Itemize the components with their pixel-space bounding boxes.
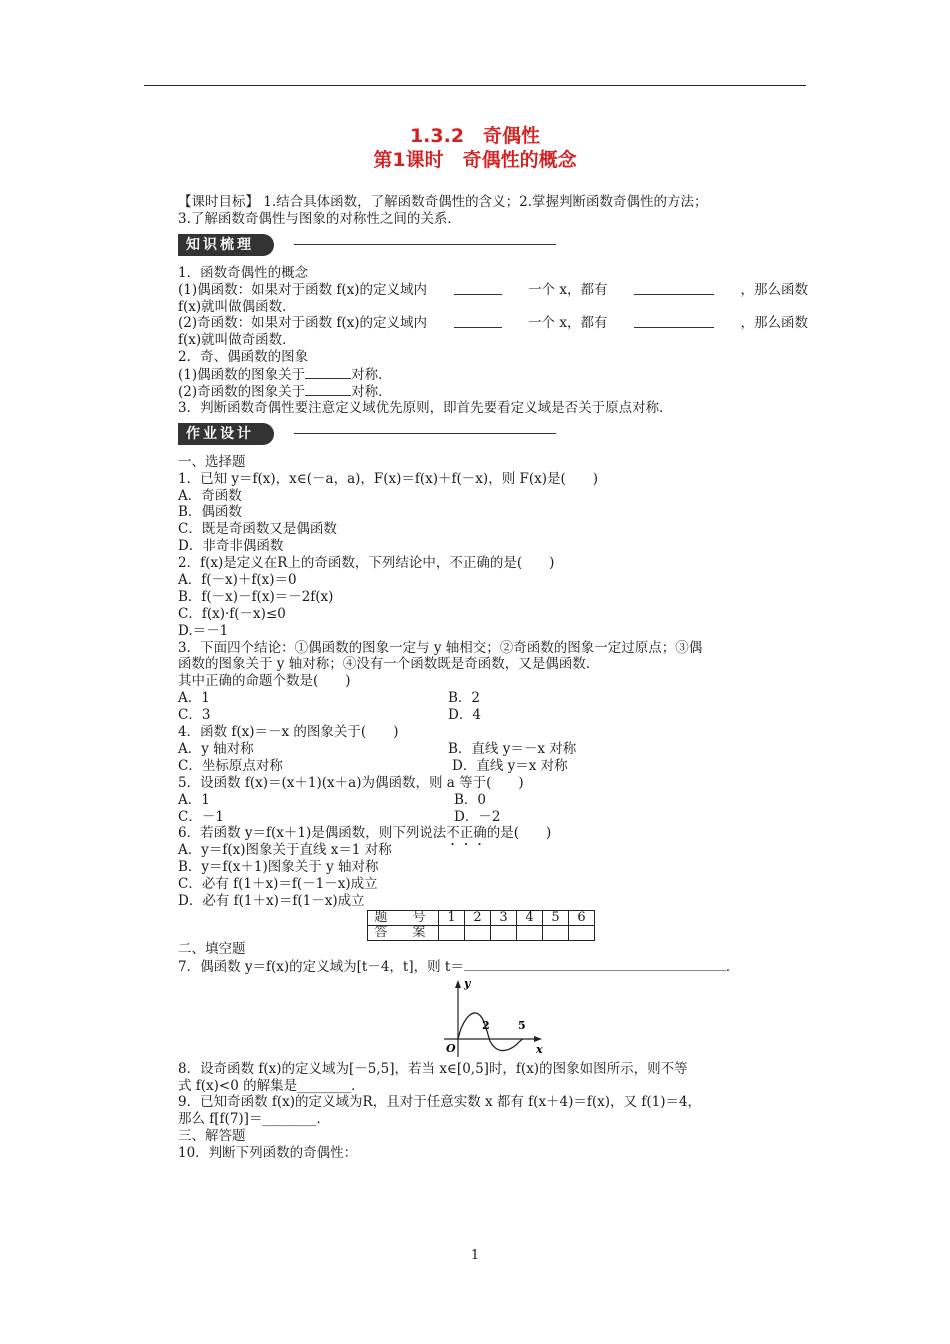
tick-label-5: 5: [518, 1018, 526, 1032]
question-stem: [178, 958, 808, 975]
even-def-part-3: ，那么函数: [740, 281, 808, 298]
question-stem: 那么 f[f(7)]＝________．: [178, 1111, 330, 1128]
knowledge-line: [178, 366, 808, 383]
even-def-part-2: 一个 x，都有: [528, 281, 608, 298]
option: C．－1: [178, 808, 224, 825]
option: D．必有 f(1＋x)＝f(1－x)成立: [178, 892, 365, 909]
answer-table-header-row: [368, 910, 595, 925]
page-number: 1: [470, 1248, 480, 1263]
page-subtitle: 第1课时 奇偶性的概念: [373, 149, 577, 171]
option: A．1: [178, 791, 210, 808]
answer-blank[interactable]: [305, 366, 351, 379]
question-number-cell: 1: [439, 910, 465, 925]
section-label: 知识梳理: [178, 234, 274, 256]
q6-stem-end: 的是( ): [486, 825, 552, 842]
answer-table-label: 题 号: [368, 910, 439, 925]
option-row: [178, 741, 808, 758]
option: C．坐标原点对称: [178, 757, 283, 774]
knowledge-line: [178, 383, 808, 400]
answer-cell[interactable]: [543, 925, 569, 940]
option: D．4: [448, 707, 481, 724]
option: D．非奇非偶函数: [178, 538, 284, 555]
answer-blank[interactable]: [634, 315, 714, 328]
question-stem: 2．f(x)是定义在R上的奇函数，下列结论中，不正确的是( ): [178, 555, 555, 572]
bullet-dot-icon: [280, 240, 289, 249]
objectives-line-1: 【课时目标】 1.结合具体函数，了解函数奇偶性的含义；2.掌握判断函数奇偶性的方法；: [178, 194, 708, 210]
option-row: [178, 690, 808, 707]
function-curve: [458, 1013, 523, 1051]
odd-graph-text-end: 对称．: [351, 384, 392, 401]
option: A．奇函数: [178, 487, 242, 504]
question-number-cell: 3: [491, 910, 517, 925]
option-row: [178, 809, 808, 826]
even-graph-text-end: 对称．: [351, 367, 392, 384]
header-rule: [144, 85, 806, 86]
option-row: [178, 792, 808, 809]
answer-cell[interactable]: [491, 925, 517, 940]
answer-cell[interactable]: [517, 925, 543, 940]
y-axis-arrow-icon: [455, 980, 461, 988]
question-stem: 4．函数 f(x)＝－x 的图象关于( ): [178, 724, 399, 741]
option: C．必有 f(1＋x)＝f(－1－x)成立: [178, 876, 378, 893]
answer-cell[interactable]: [569, 925, 595, 940]
q7-text: 7．偶函数 y＝f(x)的定义域为[t－4，t]，则 t＝: [178, 958, 464, 975]
x-axis-arrow-icon: [534, 1036, 542, 1042]
answer-blank[interactable]: [305, 383, 351, 396]
function-graph-figure: [178, 977, 808, 1059]
option: D.＝－1: [178, 622, 229, 639]
question-stem: 5．设函数 f(x)＝(x＋1)(x＋a)为偶函数，则 a 等于( ): [178, 774, 524, 791]
question-stem: 8．设奇函数 f(x)的定义域为[－5,5]，若当 x∈[0,5]时，f(x)的图象如图所示，则不等: [178, 1060, 688, 1077]
knowledge-line: f(x)就叫做偶函数．: [178, 298, 296, 315]
question-stem: 10．判断下列函数的奇偶性：: [178, 1145, 358, 1162]
section-header-homework: [178, 423, 808, 445]
origin-label: O: [446, 1041, 456, 1055]
knowledge-line: 3．判断函数奇偶性要注意定义域优先原则，即首先要看定义域是否关于原点对称．: [178, 399, 673, 416]
question-stem: 1．已知 y＝f(x)，x∈(－a，a)，F(x)＝f(x)＋f(－x)，则 F(x)是( ): [178, 470, 599, 487]
x-axis-label: x: [536, 1042, 543, 1056]
even-def-part-1: (1)偶函数：如果对于函数 f(x)的定义域内: [178, 281, 428, 298]
option: A．f(－x)＋f(x)＝0: [178, 572, 297, 589]
question-number-cell: 5: [543, 910, 569, 925]
question-number-cell: 6: [569, 910, 595, 925]
option: B．2: [448, 690, 481, 707]
question-stem: 式 f(x)<0 的解集是________．: [178, 1077, 365, 1094]
question-number-cell: 4: [517, 910, 543, 925]
option: C．既是奇函数又是偶函数: [178, 521, 337, 538]
y-axis-label: y: [464, 976, 471, 990]
q6-emphasis: 不正确: [446, 825, 487, 842]
knowledge-line: [178, 315, 808, 332]
knowledge-line: 1．函数奇偶性的概念: [178, 264, 309, 281]
q6-stem-start: 6．若函数 y＝f(x＋1)是偶函数，则下列说法: [178, 825, 447, 842]
question-stem: 9．已知奇函数 f(x)的定义域为R，且对于任意实数 x 都有 f(x＋4)＝f(x)，又 f(1)＝4，: [178, 1094, 702, 1111]
question-stem: 其中正确的命题个数是( ): [178, 673, 351, 690]
even-graph-text: (1)偶函数的图象关于: [178, 367, 306, 384]
answer-cell[interactable]: [465, 925, 491, 940]
answer-blank[interactable]: [634, 282, 714, 295]
option: B．f(－x)－f(x)＝－2f(x): [178, 588, 334, 605]
section-rule: [294, 433, 556, 434]
option-row: [178, 707, 808, 724]
option: C．f(x)·f(－x)≤0: [178, 605, 286, 622]
option: B．直线 y＝－x 对称: [448, 740, 577, 757]
answer-blank[interactable]: [454, 315, 502, 328]
option: A．y＝f(x)图象关于直线 x＝1 对称: [178, 842, 392, 859]
answer-blank[interactable]: [454, 282, 502, 295]
option: B．偶函数: [178, 504, 242, 521]
section-label: 作业设计: [178, 423, 274, 445]
knowledge-line: [178, 282, 808, 299]
tick-label-2: 2: [482, 1018, 490, 1032]
function-graph: [440, 977, 550, 1059]
option: D．－2: [454, 808, 501, 825]
odd-def-part-2: 一个 x，都有: [528, 315, 608, 332]
question-stem: [178, 825, 808, 842]
section-rule: [294, 244, 556, 245]
answer-blank[interactable]: [464, 958, 726, 971]
part-heading: 三、解答题: [178, 1128, 246, 1145]
option: D．直线 y＝x 对称: [452, 757, 568, 774]
part-heading: 二、填空题: [178, 940, 246, 957]
part-heading: 一、选择题: [178, 453, 246, 470]
page-title: 1.3.2 奇偶性: [409, 125, 541, 147]
option: A．1: [178, 690, 210, 707]
option: B．0: [454, 791, 487, 808]
q7-end: ．: [725, 958, 740, 975]
question-stem: 3．下面四个结论：①偶函数的图象一定与 y 轴相交；②奇函数的图象一定过原点；③偶: [178, 639, 703, 656]
knowledge-line: 2．奇、偶函数的图象: [178, 349, 309, 366]
odd-graph-text: (2)奇函数的图象关于: [178, 384, 306, 401]
question-number-cell: 2: [465, 910, 491, 925]
answer-cell[interactable]: [439, 925, 465, 940]
bullet-dot-icon: [280, 429, 289, 438]
answer-table: [367, 910, 595, 941]
document-body: [178, 194, 808, 1162]
knowledge-line: f(x)就叫做奇函数．: [178, 332, 296, 349]
question-stem: 函数的图象关于 y 轴对称；④没有一个函数既是奇函数，又是偶函数．: [178, 656, 600, 673]
odd-def-part-1: (2)奇函数：如果对于函数 f(x)的定义域内: [178, 315, 428, 332]
option: A．y 轴对称: [178, 740, 254, 757]
answer-table-label: 答 案: [368, 925, 439, 940]
answer-table-answer-row: [368, 925, 595, 940]
option: B．y＝f(x＋1)图象关于 y 轴对称: [178, 859, 379, 876]
objectives-line-2: 3.了解函数奇偶性与图象的对称性之间的关系．: [178, 210, 461, 227]
odd-def-part-3: ，那么函数: [740, 315, 808, 332]
section-header-knowledge: [178, 234, 808, 256]
option-row: [178, 758, 808, 775]
option: C．3: [178, 707, 211, 724]
